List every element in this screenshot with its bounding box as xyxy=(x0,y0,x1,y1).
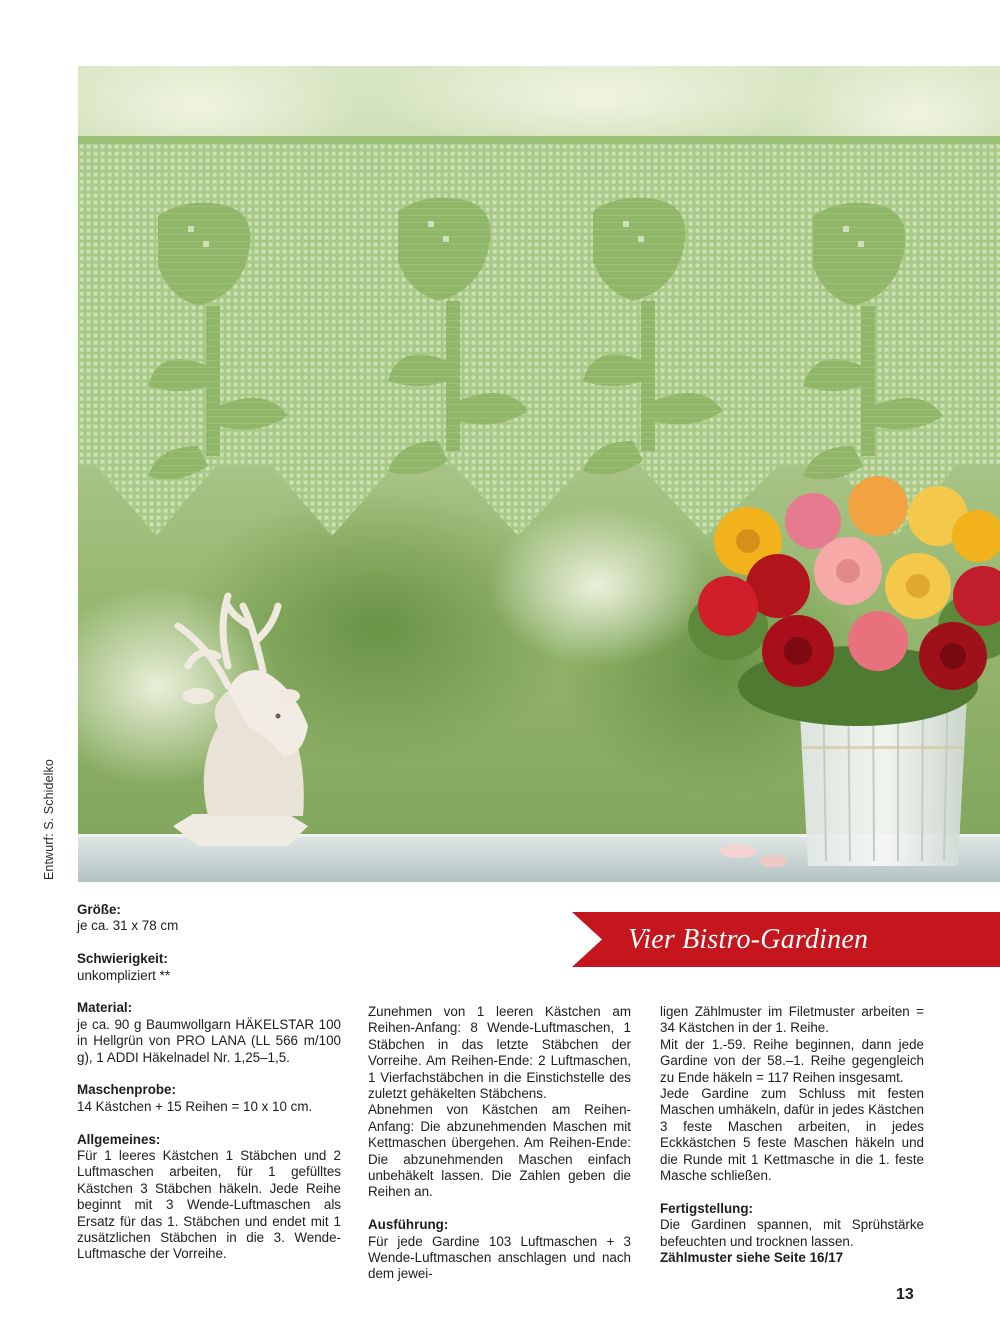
text-allgemeines: Für 1 leeres Kästchen 1 Stäbchen und 2 Luftmaschen arbeiten, für 1 gefülltes Kästchen 3 Stäbchen häkeln. Jede Reihe beginnt mit 3 Wende-Luftmaschen als Ersatz für das 1. Stäbchen und endet mit 1 zusätzlichen Stäbchen in die 3. Wende-Luftmasche der Vorreihe. xyxy=(77,1148,341,1262)
column-3 xyxy=(660,1004,924,1266)
text-ausfuehrung: Für jede Gardine 103 Luftmaschen + 3 Wende-Luftmaschen anschlagen und nach dem jewei- xyxy=(368,1233,631,1282)
article-title: Vier Bistro-Gardinen xyxy=(628,924,869,955)
pattern-reference: Zählmuster siehe Seite 16/17 xyxy=(660,1250,844,1266)
section-material xyxy=(77,1000,341,1066)
curtain-photo xyxy=(78,66,1000,882)
text-reihen: Mit der 1.-59. Reihe beginnen, dann jede Gardine von der 58.–1. Reihe gegengleich zu Ende häkeln = 117 Reihen insgesamt. xyxy=(660,1036,924,1085)
text-fortsetzung: ligen Zählmuster im Filetmuster arbeiten = 34 Kästchen in der 1. Reihe. xyxy=(660,1004,924,1036)
photo-credit: Entwurf: S. Schidelko xyxy=(42,759,56,880)
text-groesse: je ca. 31 x 78 cm xyxy=(77,918,179,934)
section-schwierigkeit xyxy=(77,951,341,984)
column-2 xyxy=(368,1004,631,1283)
section-groesse xyxy=(77,902,341,935)
text-material: je ca. 90 g Baumwollgarn HÄKELSTAR 100 in Hellgrün von PRO LANA (LL 566 m/100 g), 1 ADDI Häkelnadel Nr. 1,25–1,5. xyxy=(77,1016,341,1065)
heading-groesse: Größe: xyxy=(77,902,121,917)
heading-material: Material: xyxy=(77,1000,133,1016)
text-umhaekeln: Jede Gardine zum Schluss mit festen Maschen umhäkeln, dafür in jedes Kästchen 3 feste Maschen arbeiten, in jedes Eckkästchen 5 feste Maschen häkeln und die Runde mit 1 Kettmasche in die 1. feste Masche schließen. xyxy=(660,1086,924,1184)
text-schwierigkeit: unkompliziert ** xyxy=(77,967,171,983)
photo-illustration xyxy=(78,66,1000,882)
heading-fertigstellung: Fertigstellung: xyxy=(660,1200,753,1216)
text-maschenprobe: 14 Kästchen + 15 Reihen = 10 x 10 cm. xyxy=(77,1098,313,1114)
heading-schwierigkeit: Schwierigkeit: xyxy=(77,951,168,967)
page-number: 13 xyxy=(896,1286,914,1303)
heading-allgemeines: Allgemeines: xyxy=(77,1131,161,1147)
section-maschenprobe xyxy=(77,1082,341,1115)
section-allgemeines xyxy=(77,1132,341,1263)
section-ausfuehrung xyxy=(368,1217,631,1283)
heading-ausfuehrung: Ausführung: xyxy=(368,1217,449,1233)
section-fertigstellung xyxy=(660,1201,924,1267)
heading-maschenprobe: Maschenprobe: xyxy=(77,1082,176,1098)
text-abnehmen: Abnehmen von Kästchen am Reihen-Anfang: Die abzunehmenden Maschen mit Kettmaschen übergehen. Am Reihen-Ende: Die abzunehmenden Maschen einfach unbehäkelt lassen. Die Zahlen geben die Reihen an. xyxy=(368,1102,631,1200)
text-zunehmen: Zunehmen von 1 leeren Kästchen am Reihen-Anfang: 8 Wende-Luftmaschen, 1 Stäbchen in das letzte Stäbchen der Vorreihe. Am Reihen-Ende: 2 Luftmaschen, 1 Vierfachstäbchen in die Einstichstelle des zuletzt gehäkelten Stäbchens. xyxy=(368,1004,631,1102)
column-1 xyxy=(77,902,341,1279)
text-fertigstellung: Die Gardinen spannen, mit Sprühstärke befeuchten und trocknen lassen. xyxy=(660,1217,924,1249)
